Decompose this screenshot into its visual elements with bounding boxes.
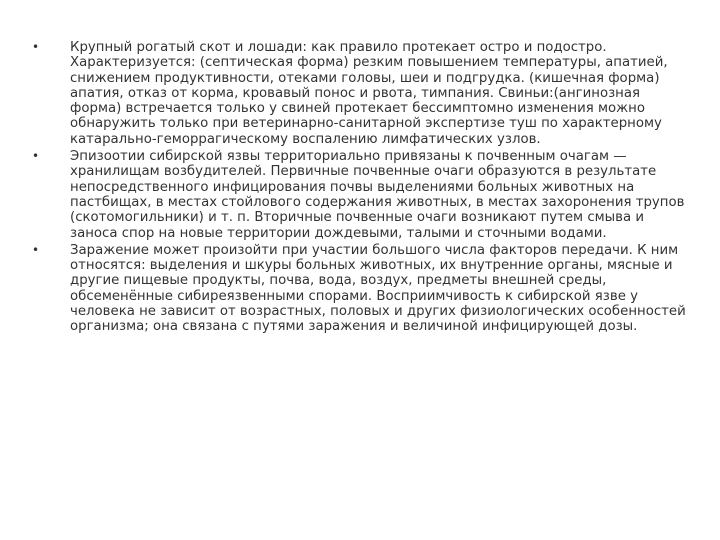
bullet-text: Заражение может произойти при участии большого числа факторов передачи. К ним относятся: выделения и шкуры больных животных, их внутренние органы, мясные и другие пищевые продукты, почва, вода, воздух, предметы внешней среды, обсеменённые сибиреязвенными спорами. Восприимчивость к сибирской язве у человека не зависит от возрастных, половых и других физиологических особенностей организма; она связана с путями заражения и величиной инфицирующей дозы.	[70, 242, 686, 335]
bullet-item-septic-forms	[30, 40, 690, 147]
bullet-dot-icon: •	[32, 242, 40, 257]
bullet-text: Эпизоотии сибирской язвы территориально привязаны к почвенным очагам — хранилищам возбудителей. Первичные почвенные очаги образуются в результате непосредственного инфицирования почвы выделениями больных животных на пастбищах, в местах стойлового содержания животных, в местах захоронения трупов (скотомогильники) и т. п. Вторичные почвенные очаги возникают путем смыва и заноса спор на новые территории дождевыми, талыми и сточными водами.	[70, 149, 685, 241]
bullet-list	[30, 40, 690, 335]
bullet-dot-icon: •	[32, 149, 40, 164]
bullet-text: Крупный рогатый скот и лошади: как правило протекает остро и подостро. Характеризуется: (септическая форма) резким повышением температуры, апатией, снижением продуктивности, отеками головы, шеи и подгрудка. (кишечная форма) апатия, отказ от корма, кровавый понос и рвота, тимпания. Свиньи:(ангинозная форма) встречается только у свиней протекает бессимптомно изменения можно обнаружить только при ветеринарно-санитарной экспертизе туш по характерному катарально-геморрагическому воспалению лимфатических узлов.	[70, 40, 668, 147]
bullet-item-soil-foci	[30, 149, 690, 241]
bullet-item-transmission	[30, 243, 690, 335]
bullet-dot-icon: •	[32, 40, 40, 54]
